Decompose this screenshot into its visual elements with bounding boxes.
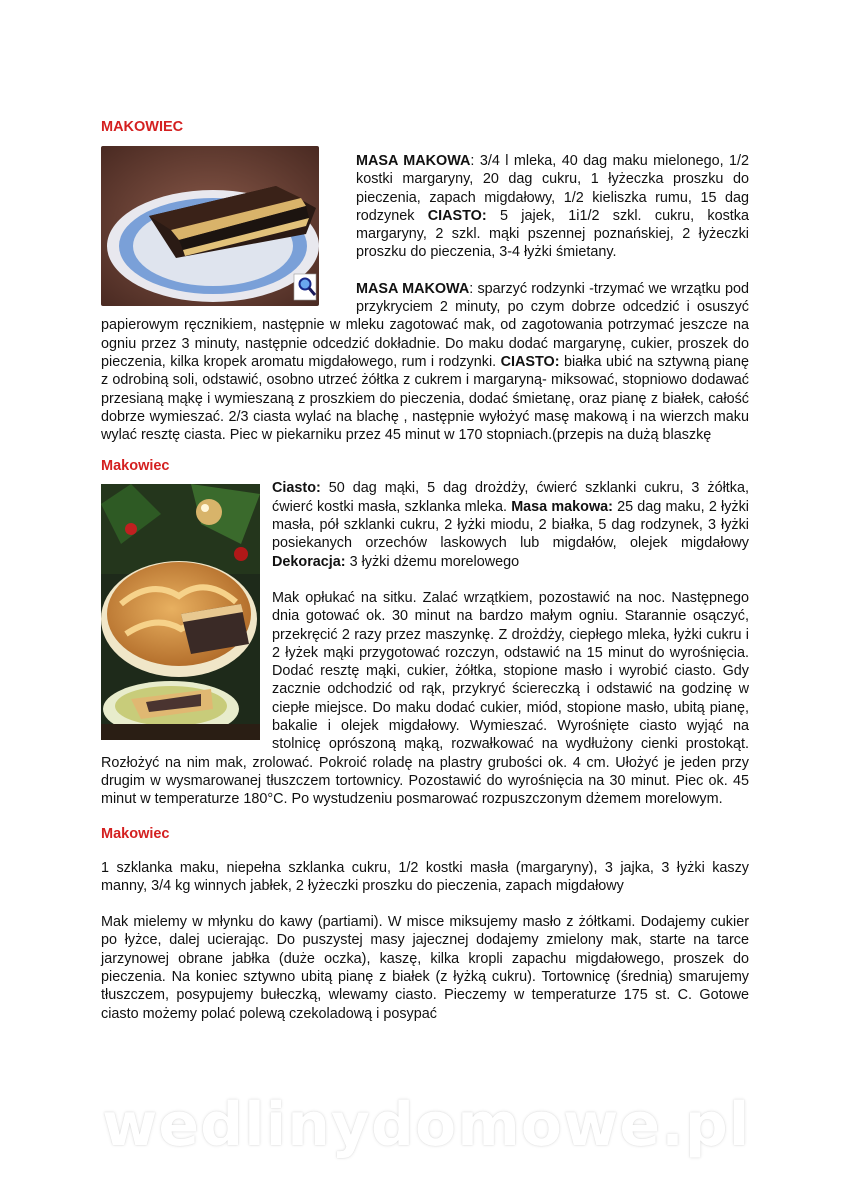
- poppy-seed-cake-slice-image: [101, 146, 319, 306]
- recipe-3-ingredients: [101, 859, 749, 896]
- bold-label: Dekoracja:: [272, 553, 346, 570]
- recipe-title-2: Makowiec: [101, 458, 170, 475]
- recipe-content: [101, 118, 749, 1023]
- watermark-text: wedlinydomowe.pl: [102, 1090, 751, 1160]
- bold-label: MASA MAKOWA: [356, 153, 471, 169]
- bold-label: Ciasto:: [272, 480, 321, 497]
- cake-photo-1: [101, 146, 319, 306]
- cake-photo-2: [101, 484, 260, 740]
- recipe-3-method: [101, 913, 749, 1023]
- text-run: : 3/4 l mleka, 40 dag maku mielonego, 1/2 kostki margaryny, 20 dag cukru, 1 łyżeczka proszku do pieczenia, zapach migdałowy, 1/2 kieliszka rumu, 15 dag rodzynek: [356, 153, 750, 224]
- text-run: 3 łyżki dżemu morelowego: [345, 553, 520, 570]
- magnify-icon[interactable]: [297, 276, 317, 298]
- recipe-title-3: Makowiec: [101, 825, 170, 842]
- text-run: 50 dag mąki, 5 dag drożdży, ćwierć szklanki cukru, 3 żółtka, ćwierć kostki masła, szklanka mleka.: [272, 480, 749, 515]
- text-run: Mak mielemy w młynku do kawy (partiami). W misce miksujemy masło z żółtkami. Dodajemy cukier po łyżce, dalej ucierając. Do puszystej masy jajecznej dodajemy zmielony mak, starte na tarce jarzynowej obrane jabłka (duże oczka), kaszę, kilka kropli zapachu migdałowego, proszek do pieczenia. Na koniec sztywno ubitą pianę z białek (z łyżką cukru). Tortownicę (średnią) smarujemy tłuszczem, posypujemy bułeczką, wlewamy ciasto. Pieczemy w temperaturze 175 st. C. Gotowe ciasto możemy polać polewą czekoladową i posypać: [101, 914, 749, 1022]
- recipe-section-1: [101, 118, 749, 444]
- recipe-section-3: [101, 825, 749, 1023]
- text-run: : sparzyć rodzynki -trzymać we wrzątku pod przykryciem 2 minuty, po czym dobrze odcedzić i osuszyć papierowym ręcznikiem, następnie w mleku zagotować mak, od zagotowania potrzymać jeszcze na ogniu przez 3 minuty, następnie odcedzić dokładnie. Do maku dodać margarynę, cukier, proszek do pieczenia, kilka kropek aromatu migdałowego, rum i rodzynki.: [101, 280, 749, 370]
- text-run: białka ubić na sztywną pianę z odrobiną soli, odstawić, osobno utrzeć żółtka z cukrem i margaryną- miksować, stopniowo dodawać przesianą mąkę i wymieszaną z proszkiem do pieczenia, dodać śmietanę, oraz pianę z białek, całość dobrze wymieszać. 2/3 ciasta wylać na blachę , następnie wyłożyć masę makową i na wierzch maku wylać resztę ciasta. Piec w piekarniku przez 45 minut w 170 stopniach.(przepis na dużą blaszkę: [101, 353, 749, 444]
- text-run: 25 dag maku, 2 łyżki masła, pół szklanki cukru, 2 łyżki miodu, 2 białka, 5 dag rodzynek, 3 łyżki posiekanych orzechów laskowych lub migdałów, olejek migdałowy: [272, 498, 750, 552]
- bold-label: CIASTO:: [500, 353, 560, 370]
- bold-label: MASA MAKOWA: [356, 280, 470, 297]
- text-run: 5 jajek, 1i1/2 szkl. cukru, kostka margaryny, 2 szkl. mąki pszennej poznańskiej, 2 łyżeczki proszku do pieczenia, 3-4 łyżki śmietany.: [356, 207, 750, 261]
- recipe-title-1: MAKOWIEC: [101, 119, 184, 135]
- christmas-cake-image: [101, 484, 260, 740]
- recipe-section-2: [101, 457, 749, 808]
- bold-label: CIASTO:: [427, 207, 487, 224]
- text-run: 1 szklanka maku, niepełna szklanka cukru, 1/2 kostki masła (margaryny), 3 jajka, 3 łyżki kaszy manny, 3/4 kg winnych jabłek, 2 łyżeczki proszku do pieczenia, zapach migdałowy: [101, 859, 749, 894]
- text-run: Mak opłukać na sitku. Zalać wrzątkiem, pozostawić na noc. Następnego dnia gotować ok. 30 minut na bardzo małym ogniu. Starannie osączyć, przekręcić 2 razy przez maszynkę. Z drożdży, ciepłego mleka, łyżki cukru i 2 łyżek mąki przygotować rozczyn, odstawić na 15 minut do wyrośnięcia. Dodać resztę mąki, cukier, żółtka, stopione masło i wyrobić ciasto. Gdy zacznie odchodzić od rąk, przykryć ściereczką i odstawić na godzinę w ciepłe miejsce. Do maku dodać cukier, miód, stopione masło, ubitą pianę, bakalie i olejek migdałowy. Wymieszać. Wyrośnięte ciasto wyjąć na stolnicę oprószoną mąką, rozwałkować na wydłużony cienki prostokąt. Rozłożyć na nim mak, zrolować. Pokroić roladę na plastry grubości ok. 4 cm. Ułożyć je jeden przy drugim w wysmarowanej tłuszczem tortownicy. Pozostawić do wyrośnięcia na 30 minut. Piec ok. 45 minut w temperaturze 180°C. Po wystudzeniu posmarować rozpuszczonym dżemem morelowym.: [101, 589, 749, 808]
- bold-label: Masa makowa:: [511, 498, 613, 515]
